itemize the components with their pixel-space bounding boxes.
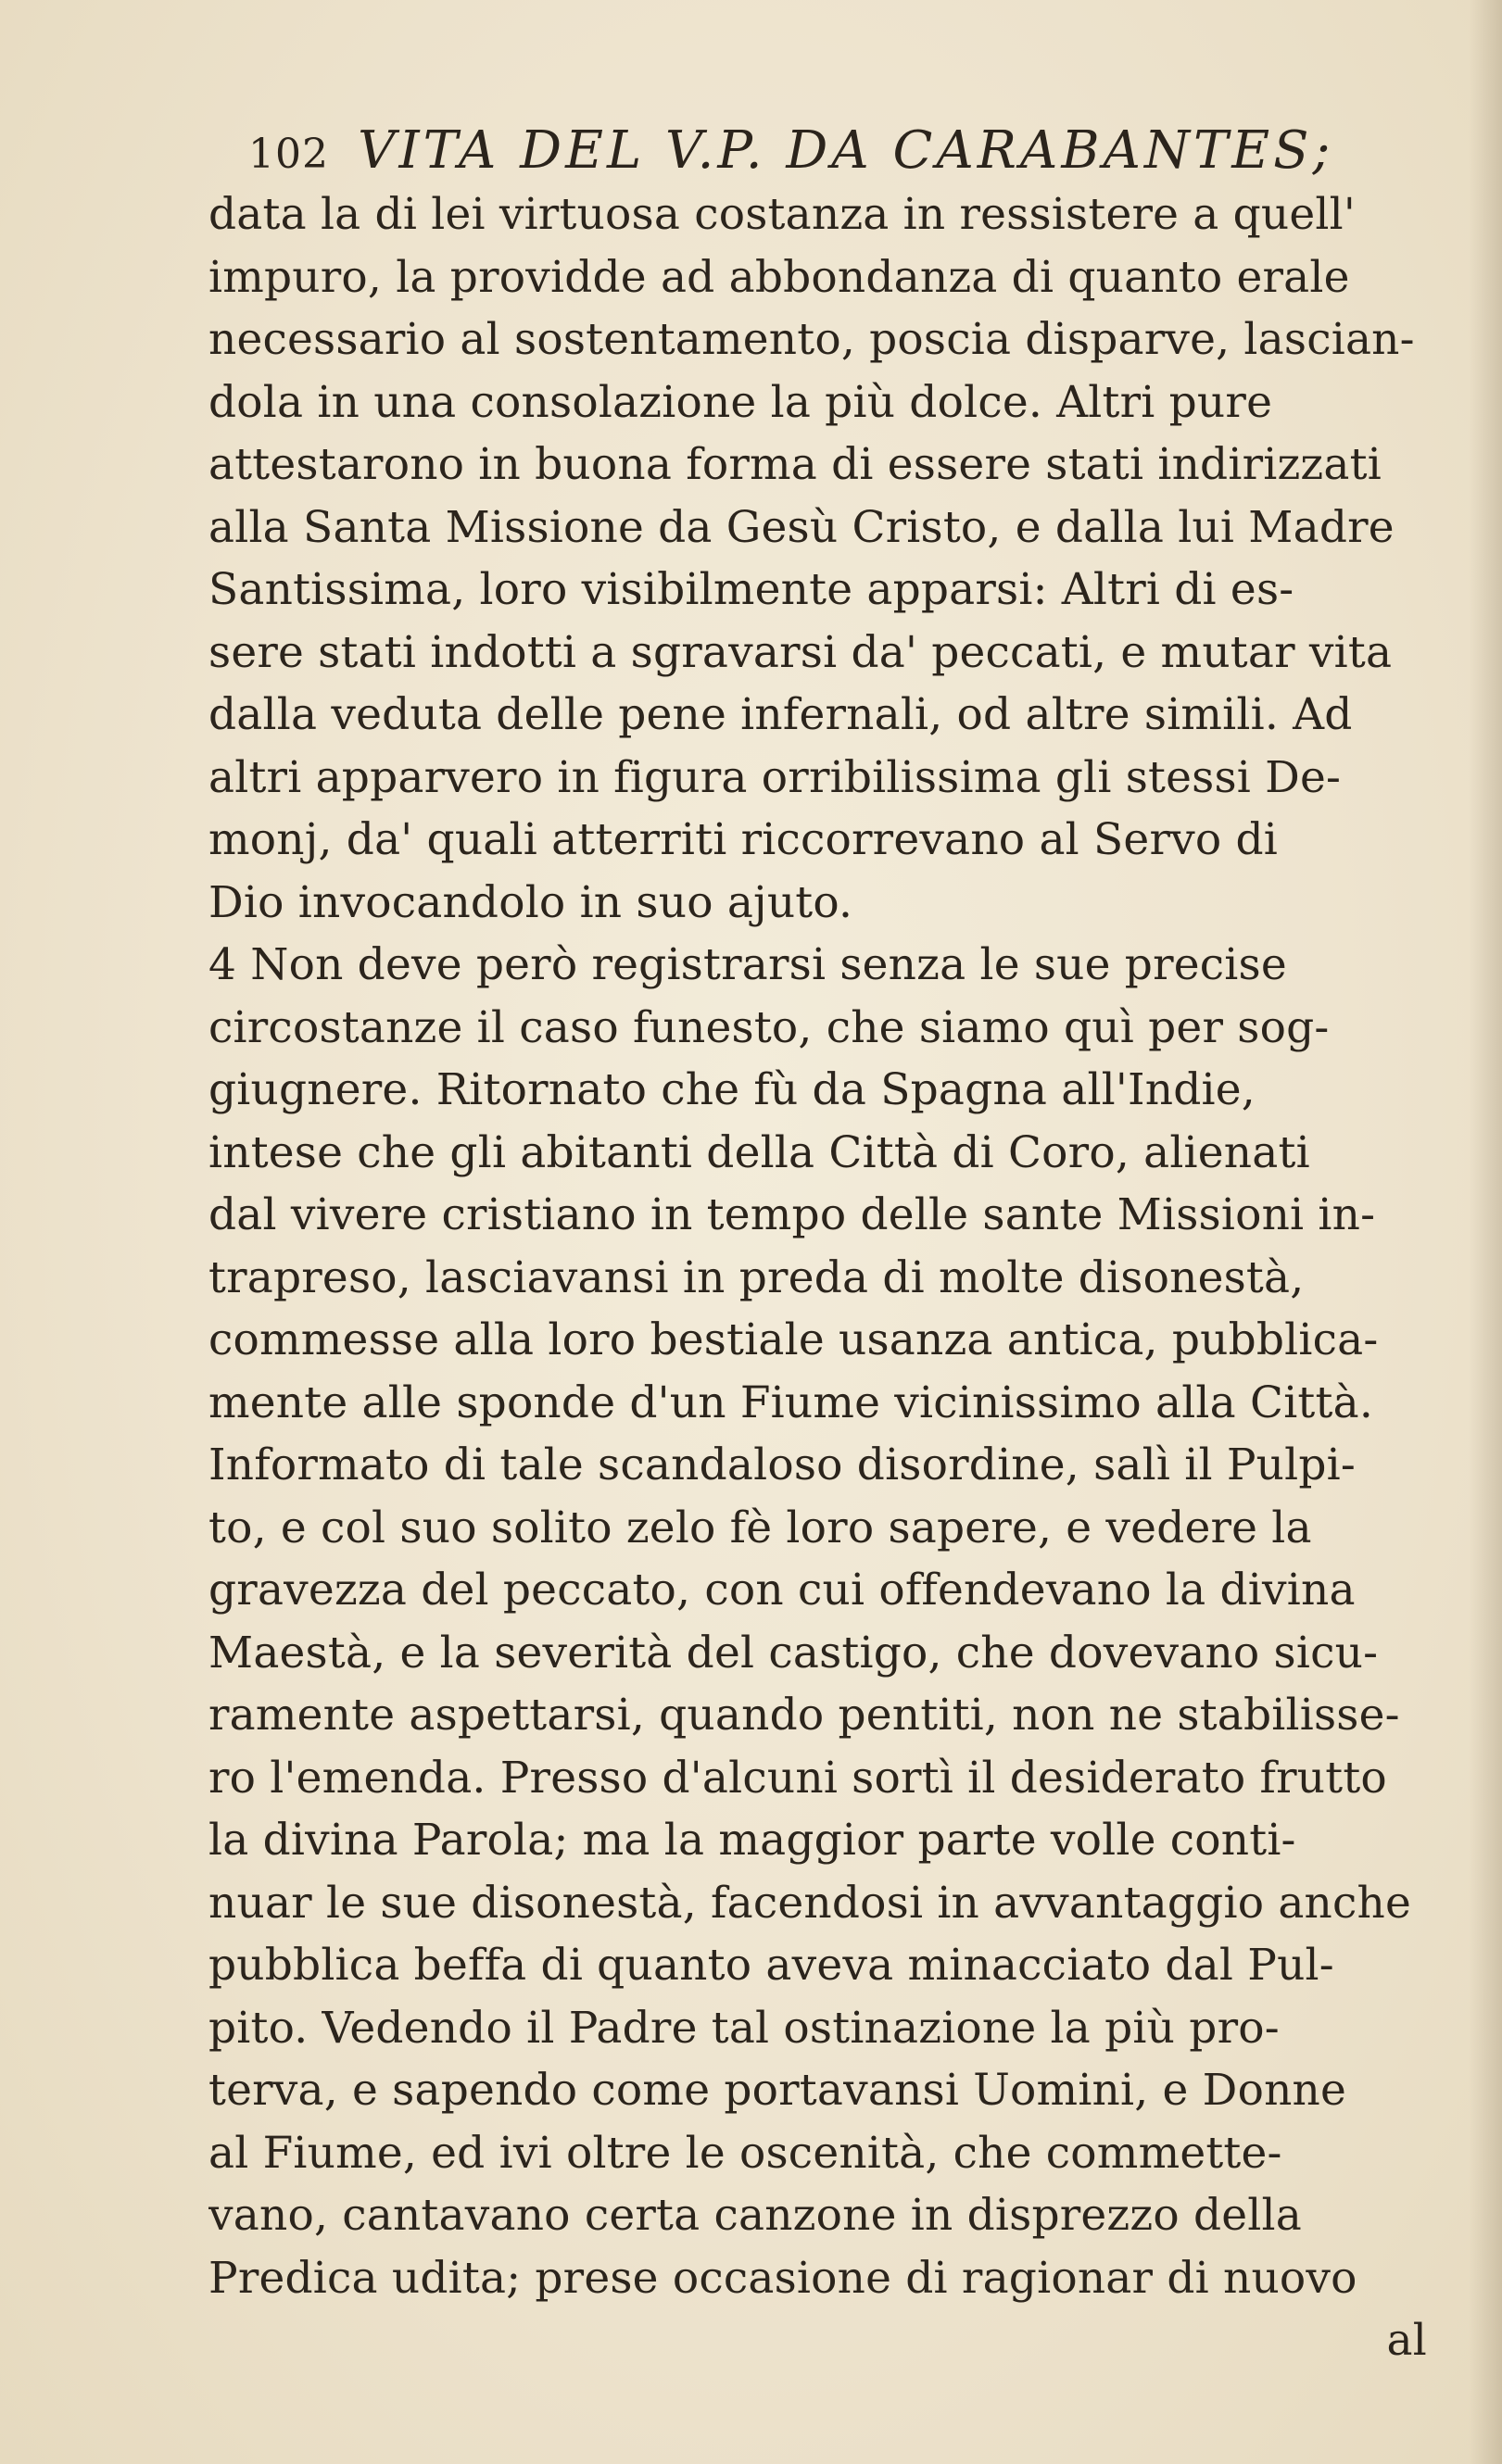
text-line: alla Santa Missione da Gesù Cristo, e dalla lui Madre <box>208 501 1395 553</box>
text-line: circostanze il caso funesto, che siamo quì per sog- <box>208 1001 1330 1053</box>
catchword: al <box>1386 2315 1427 2366</box>
text-line: commesse alla loro bestiale usanza antica, pubblica- <box>208 1314 1379 1365</box>
text-line: impuro, la providde ad abbondanza di quanto erale <box>208 251 1350 303</box>
text-line: la divina Parola; ma la maggior parte volle conti- <box>208 1815 1296 1866</box>
text-line: to, e col suo solito zelo fè loro sapere, e vedere la <box>208 1502 1312 1553</box>
text-line: Dio invocandolo in suo ajuto. <box>208 876 853 928</box>
text-line: mente alle sponde d'un Fiume vicinissimo alla Città. <box>208 1377 1373 1428</box>
text-line: gravezza del peccato, con cui offendevano la divina <box>208 1565 1356 1615</box>
text-line: altri apparvero in figura orribilissima gli stessi De- <box>208 751 1342 803</box>
text-line: Informato di tale scandaloso disordine, salì il Pulpi- <box>208 1439 1356 1490</box>
text-line: dalla veduta delle pene infernali, od altre simili. Ad <box>208 689 1353 740</box>
running-title: VITA DEL V.P. DA CARABANTES; <box>358 120 1334 181</box>
page-number: 102 <box>248 131 329 178</box>
text-line: terva, e sapendo come portavansi Uomini, e Donne <box>208 2065 1347 2116</box>
text-line: necessario al sostentamento, poscia disparve, lascian- <box>208 314 1415 365</box>
paragraph-start-line: 4 Non deve però registrarsi senza le sue precise <box>208 939 1287 990</box>
text-line: monj, da' quali atterriti riccorrevano al Servo di <box>208 814 1279 865</box>
body-text <box>208 183 1483 2372</box>
text-line: Predica udita; prese occasione di ragionar di nuovo <box>208 2252 1357 2304</box>
text-line: pubblica beffa di quanto aveva minacciato dal Pul- <box>208 1940 1334 1991</box>
text-line: attestarono in buona forma di essere stati indirizzati <box>208 439 1382 490</box>
text-line: ramente aspettarsi, quando pentiti, non ne stabilisse- <box>208 1690 1400 1741</box>
text-line: data la di lei virtuosa costanza in ressistere a quell' <box>208 189 1357 240</box>
text-line: dola in una consolazione la più dolce. Altri pure <box>208 376 1273 428</box>
text-line: Maestà, e la severità del castigo, che dovevano sicu- <box>208 1627 1379 1678</box>
text-line: pito. Vedendo il Padre tal ostinazione la più pro- <box>208 2002 1280 2054</box>
text-line: vano, cantavano certa canzone in disprezzo della <box>208 2190 1302 2241</box>
text-line: Santissima, loro visibilmente apparsi: Altri di es- <box>208 564 1294 615</box>
text-line: al Fiume, ed ivi oltre le oscenità, che commette- <box>208 2127 1282 2179</box>
text-line: nuar le sue disonestà, facendosi in avvantaggio anche <box>208 1877 1412 1929</box>
text-line: sere stati indotti a sgravarsi da' peccati, e mutar vita <box>208 626 1393 678</box>
text-line: dal vivere cristiano in tempo delle sante Missioni in- <box>208 1189 1376 1240</box>
text-line: intese che gli abitanti della Città di Coro, alienati <box>208 1126 1310 1178</box>
text-line: trapreso, lasciavansi in preda di molte disonestà, <box>208 1251 1305 1303</box>
text-line: giugnere. Ritornato che fù da Spagna all'Indie, <box>208 1064 1256 1115</box>
text-line: ro l'emenda. Presso d'alcuni sortì il desiderato frutto <box>208 1752 1387 1804</box>
